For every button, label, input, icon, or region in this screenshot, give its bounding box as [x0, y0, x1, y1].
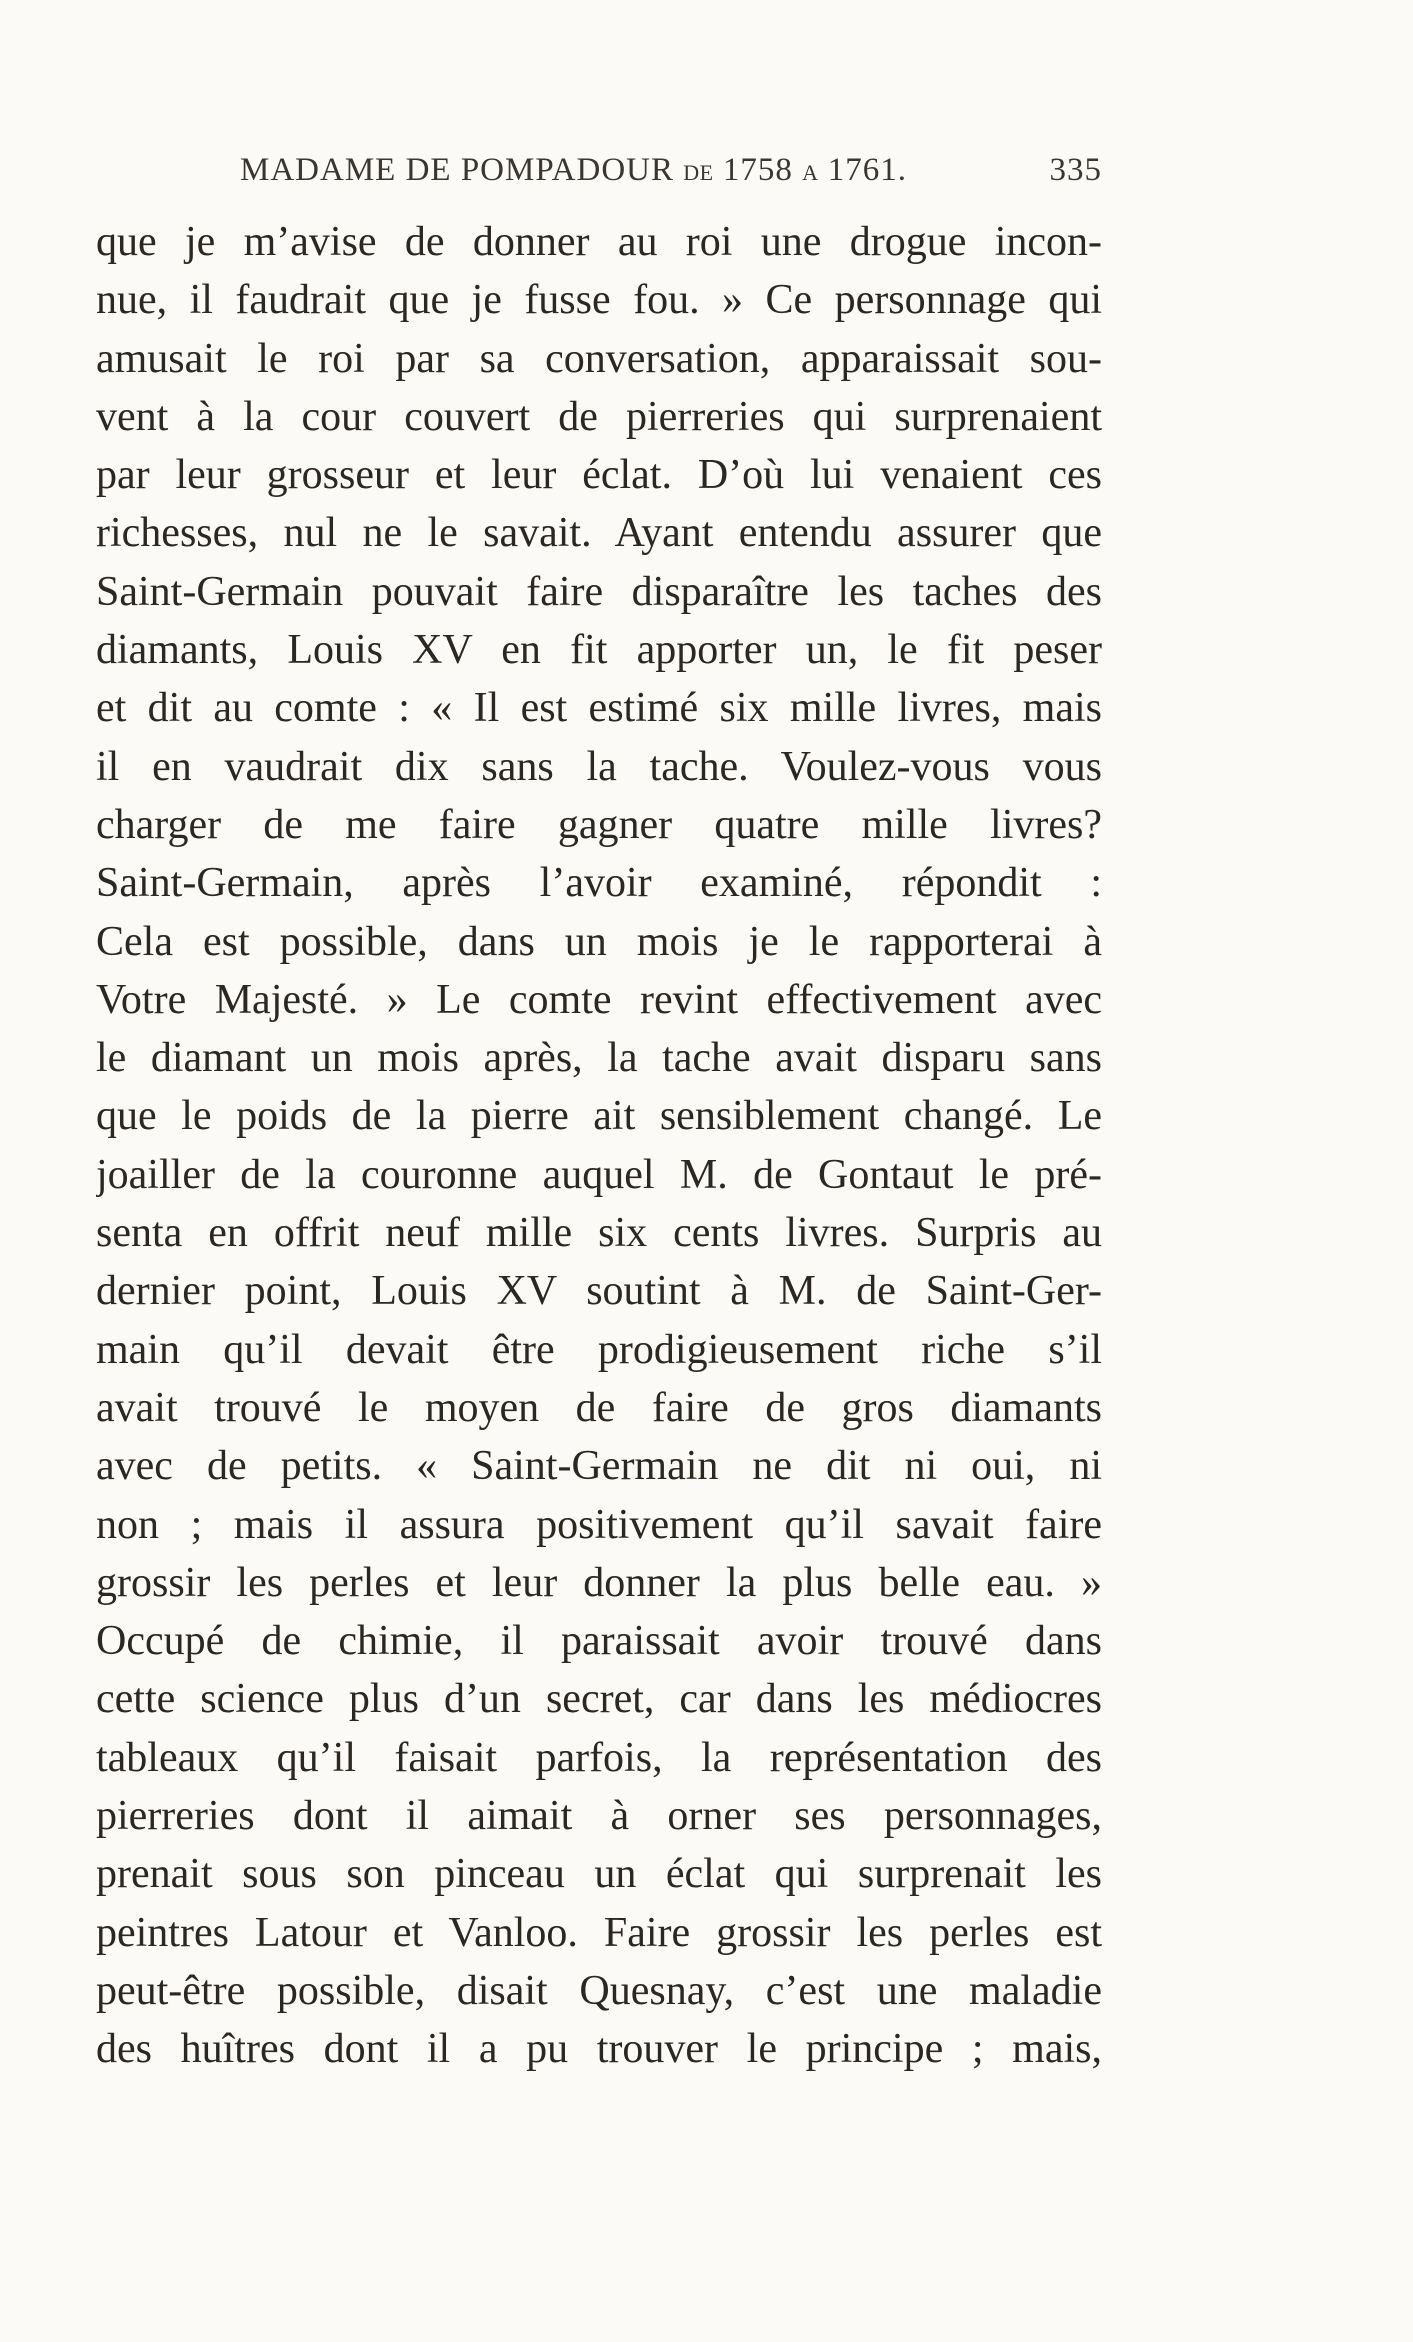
running-head	[240, 152, 1102, 192]
page-number: 335	[1049, 152, 1102, 188]
text-line: peut-être possible, disait Quesnay, c’est une maladie	[96, 1967, 1102, 2014]
text-line: Saint-Germain, après l’avoir examiné, répondit :	[96, 860, 1102, 907]
text-line: pierreries dont il aimait à orner ses personnages,	[96, 1793, 1102, 1840]
text-line: que le poids de la pierre ait sensiblement changé. Le	[96, 1093, 1102, 1140]
text-line: Votre Majesté. » Le comte revint effectivement avec	[96, 976, 1102, 1023]
text-line: des huîtres dont il a pu trouver le principe ; mais,	[96, 2026, 1102, 2073]
text-line: par leur grosseur et leur éclat. D’où lui venaient ces	[96, 452, 1102, 499]
text-line: prenait sous son pinceau un éclat qui surprenait les	[96, 1851, 1102, 1898]
text-line: diamants, Louis XV en fit apporter un, le fit peser	[96, 627, 1102, 674]
body-text	[96, 213, 1102, 2079]
text-line: non ; mais il assura positivement qu’il savait faire	[96, 1501, 1102, 1548]
text-line: joailler de la couronne auquel M. de Gontaut le pré-	[96, 1151, 1102, 1198]
text-line: vent à la cour couvert de pierreries qui surprenaient	[96, 393, 1102, 440]
running-title-main: MADAME DE POMPADOUR	[240, 152, 675, 188]
running-title-de: DE	[683, 160, 714, 185]
text-line: peintres Latour et Vanloo. Faire grossir les perles est	[96, 1909, 1102, 1956]
text-line: le diamant un mois après, la tache avait disparu sans	[96, 1035, 1102, 1082]
text-line: senta en offrit neuf mille six cents livres. Surpris au	[96, 1210, 1102, 1257]
text-line: nue, il faudrait que je fusse fou. » Ce personnage qui	[96, 277, 1102, 324]
text-line: et dit au comte : « Il est estimé six mille livres, mais	[96, 685, 1102, 732]
text-line: avait trouvé le moyen de faire de gros diamants	[96, 1384, 1102, 1431]
text-line: grossir les perles et leur donner la plus belle eau. »	[96, 1559, 1102, 1606]
text-line: main qu’il devait être prodigieusement riche s’il	[96, 1326, 1102, 1373]
text-line: Cela est possible, dans un mois je le rapporterai à	[96, 918, 1102, 965]
text-line: dernier point, Louis XV soutint à M. de Saint-Ger-	[96, 1268, 1102, 1315]
running-title-a: A	[802, 160, 819, 185]
text-line: charger de me faire gagner quatre mille livres?	[96, 801, 1102, 848]
running-title-year-start: 1758	[722, 152, 793, 188]
text-line: Saint-Germain pouvait faire disparaître les taches des	[96, 568, 1102, 615]
text-line: tableaux qu’il faisait parfois, la représentation des	[96, 1734, 1102, 1781]
text-line: richesses, nul ne le savait. Ayant entendu assurer que	[96, 510, 1102, 557]
text-line: cette science plus d’un secret, car dans les médiocres	[96, 1676, 1102, 1723]
running-title-year-end: 1761.	[827, 152, 907, 188]
text-line: Occupé de chimie, il paraissait avoir trouvé dans	[96, 1618, 1102, 1665]
text-line: amusait le roi par sa conversation, apparaissait sou-	[96, 335, 1102, 382]
text-line: avec de petits. « Saint-Germain ne dit ni oui, ni	[96, 1443, 1102, 1490]
text-line: que je m’avise de donner au roi une drogue incon-	[96, 219, 1102, 265]
running-title	[240, 152, 907, 189]
text-line: il en vaudrait dix sans la tache. Voulez-vous vous	[96, 743, 1102, 790]
